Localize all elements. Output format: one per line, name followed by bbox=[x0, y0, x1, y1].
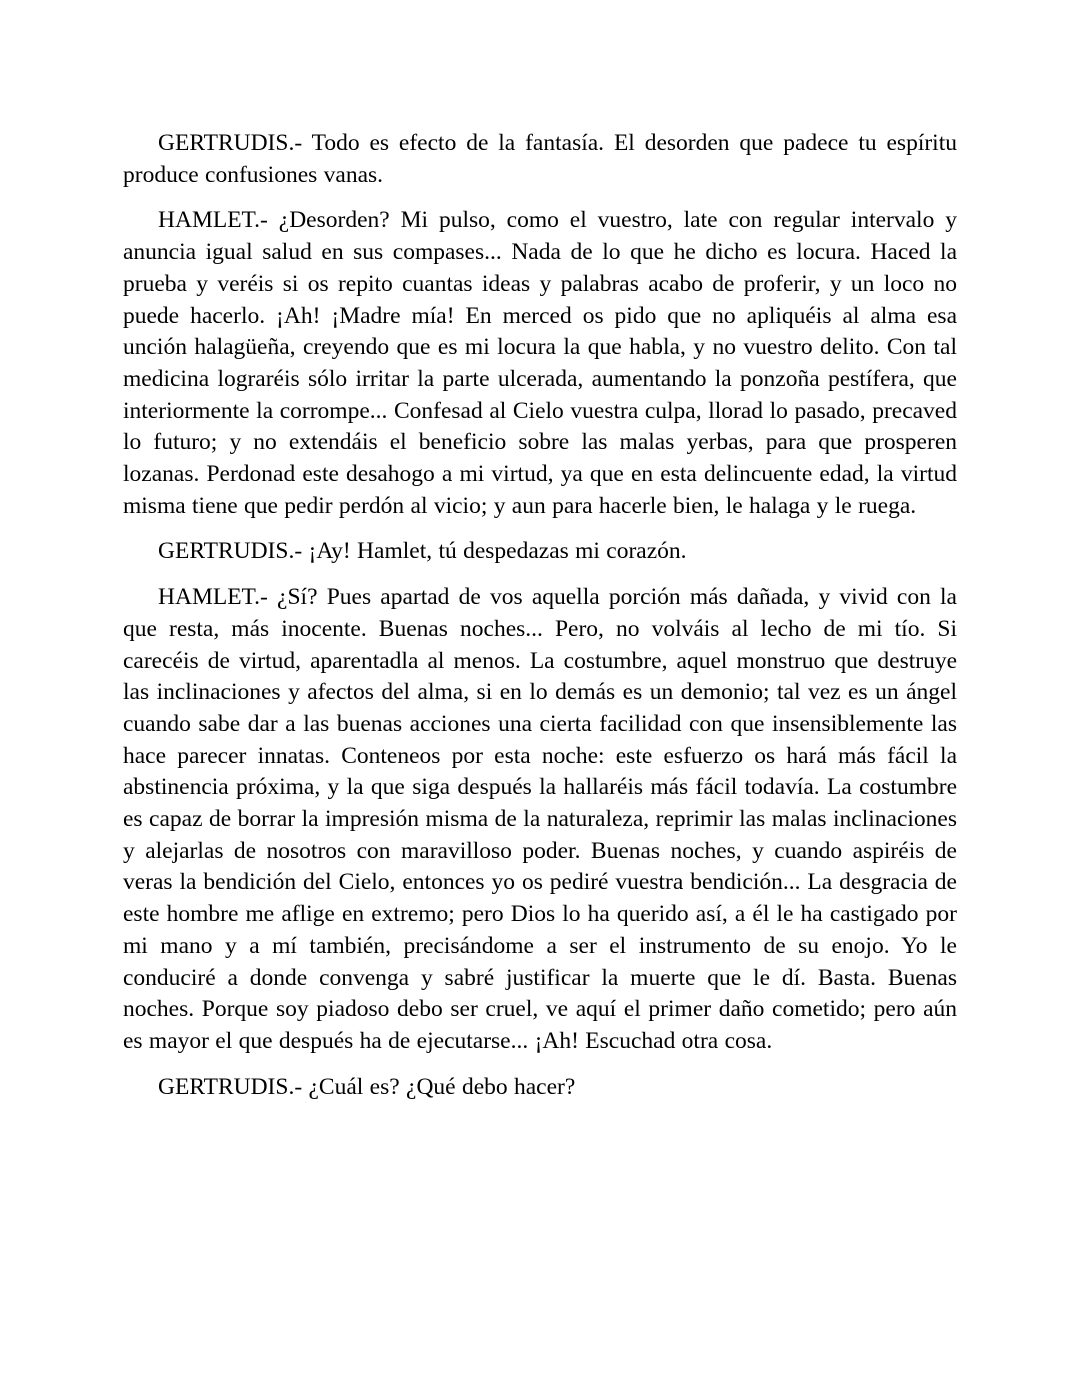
dialogue-paragraph-gertrudis-1: GERTRUDIS.- Todo es efecto de la fantasía. El desorden que padece tu espíritu produce confusiones vanas. bbox=[123, 130, 957, 188]
dialogue-paragraph-hamlet-1: HAMLET.- ¿Desorden? Mi pulso, como el vuestro, late con regular intervalo y anuncia igual salud en sus compases... Nada de lo que he dicho es locura. Haced la prueba y veréis si os repito cuantas ideas y palabras acabo de proferir, y un loco no puede hacerlo. ¡Ah! ¡Madre mía! En merced os pido que no apliquéis al alma esa unción halagüeña, creyendo que es mi locura la que habla, y no vuestro delito. Con tal medicina lograréis sólo irritar la parte ulcerada, aumentando la ponzoña pestífera, que interiormente la corrompe... Confesad al Cielo vuestra culpa, llorad lo pasado, precaved lo futuro; y no extendáis el beneficio sobre las malas yerbas, para que prosperen lozanas. Perdonad este desahogo a mi virtud, ya que en esta delincuente edad, la virtud misma tiene que pedir perdón al vicio; y aun para hacerle bien, le halaga y le ruega. bbox=[123, 207, 957, 519]
dialogue-paragraph-gertrudis-2: GERTRUDIS.- ¡Ay! Hamlet, tú despedazas mi corazón. bbox=[158, 538, 687, 565]
dialogue-paragraph-gertrudis-3: GERTRUDIS.- ¿Cuál es? ¿Qué debo hacer? bbox=[158, 1073, 576, 1100]
dialogue-paragraph-hamlet-2: HAMLET.- ¿Sí? Pues apartad de vos aquella porción más dañada, y vivid con la que resta, más inocente. Buenas noches... Pero, no volváis al lecho de mi tío. Si carecéis de virtud, aparentadla al menos. La costumbre, aquel monstruo que destruye las inclinaciones y afectos del alma, si en lo demás es un demonio; tal vez es un ángel cuando sabe dar a las buenas acciones una cierta facilidad con que insensiblemente las hace parecer innatas. Conteneos por esta noche: este esfuerzo os hará más fácil la abstinencia próxima, y la que siga después la hallaréis más fácil todavía. La costumbre es capaz de borrar la impresión misma de la naturaleza, reprimir las malas inclinaciones y alejarlas de nosotros con maravilloso poder. Buenas noches, y cuando aspiréis de veras la bendición del Cielo, entonces yo os pediré vuestra bendición... La desgracia de este hombre me aflige en extremo; pero Dios lo ha querido así, a él le ha castigado por mi mano y a mí también, precisándome a ser el instrumento de su enojo. Yo le conduciré a donde convenga y sabré justificar la muerte que le dí. Basta. Buenas noches. Porque soy piadoso debo ser cruel, ve aquí el primer daño cometido; pero aún es mayor el que después ha de ejecutarse... ¡Ah! Escuchad otra cosa. bbox=[123, 584, 957, 1054]
